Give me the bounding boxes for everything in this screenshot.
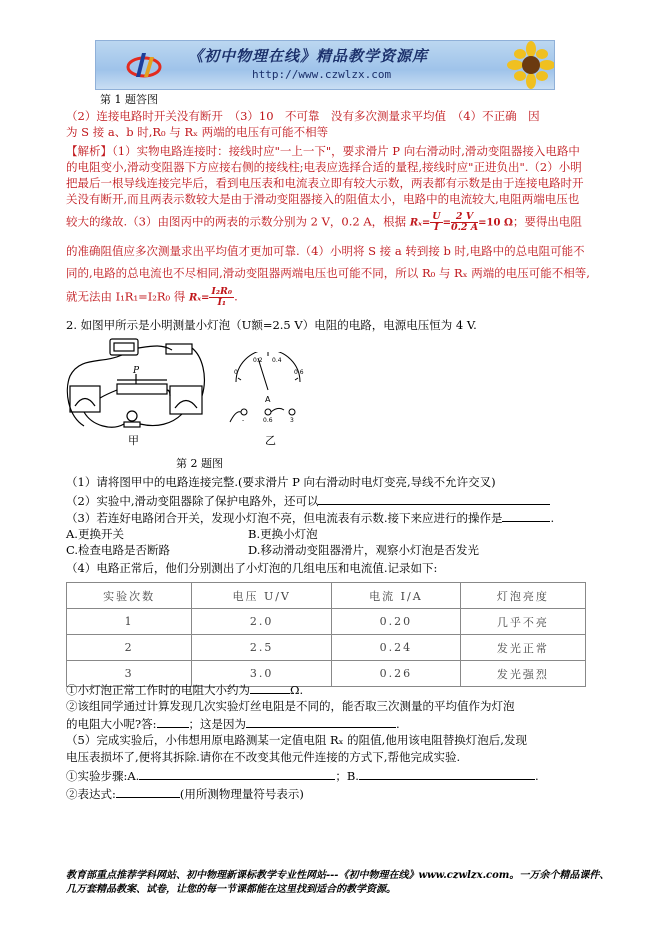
answer-blank-4-1[interactable] (250, 681, 290, 694)
q1-analysis-line-8: 就无法由 I₁R₁=I₂R₀ 得 Rₓ= $\frac{\text{I₂R₀}}{\text{I₁}}$ . (66, 286, 238, 308)
q5-expression-line: ②表达式: (用所测物理量符号表示) (66, 787, 304, 801)
table-cell: 发光正常 (460, 635, 585, 661)
q1-analysis-line-1: 【解析】（1）实物电路连接时：接线时应"一上一下"，要求滑片 P 向右滑动时,滑动变阻器接入电路中 (66, 144, 580, 158)
q1-analysis-line-6: 的准确阻值应多次测量求出平均值才更加可靠.（4）小明将 S 接 a 转到接 b 时,电路中的总电阻可能不 (66, 244, 585, 258)
banner-url: http://www.czwlzx.com (252, 68, 392, 81)
table-cell: 3.0 (192, 661, 332, 687)
q4-1: ①小灯泡正常工作时的电阻大小约为 Ω. (66, 683, 304, 697)
site-logo-icon (126, 47, 162, 83)
svg-text:0.6: 0.6 (294, 369, 304, 376)
table-header: 实验次数 (67, 583, 192, 609)
svg-text:0: 0 (234, 369, 238, 376)
svg-text:0.2: 0.2 (253, 357, 263, 364)
q1-answer-line-2: （2）连接电路时开关没有断开 （3）10 不可靠 没有多次测量求平均值 （4）不正确 因 (66, 109, 540, 123)
ammeter-diagram-yi (228, 352, 308, 424)
label-yi: 乙 (265, 434, 276, 447)
table-cell: 3 (67, 661, 192, 687)
footer-line-1: 教育部重点推荐学科网站、初中物理新课标教学专业性网站---《初中物理在线》www.czwlzx.com。一万余个精品课件、 (66, 870, 610, 881)
q1-analysis-line-3: 把最后一根导线连接完毕后，看到电压表和电流表立即有较大示数，两表都有示数是由于连接电路时开 (66, 176, 584, 190)
q1-fig-caption: 第 1 题答图 (100, 93, 158, 106)
q5-step-line: ①实验步骤:A. ；B. . (66, 769, 539, 783)
svg-text:0.4: 0.4 (272, 357, 282, 364)
q1-analysis-line-7: 同的,电路的总电流也不尽相同,滑动变阻器两端电压也可能不同，所以 R₀ 与 Rₓ 两端的电压可能不相等, (66, 266, 590, 280)
table-row (67, 609, 586, 635)
answer-blank-3[interactable] (502, 509, 550, 522)
table-cell: 0.24 (332, 635, 461, 661)
sunflower-icon (501, 41, 554, 89)
answer-blank-4-2b[interactable] (246, 715, 396, 728)
answer-blank-5-expr[interactable] (116, 785, 180, 798)
table-header: 电流 I/A (332, 583, 461, 609)
table-header: 电压 U/V (192, 583, 332, 609)
svg-text:A: A (265, 395, 271, 404)
q1-analysis-line-4: 关没有断开,而且两表示数较大是由于滑动变阻器接入的阻值太小，电路中的电流较大,电阻两端电压也 (66, 192, 580, 206)
q2-sub-1: （1）请将图甲中的电路连接完整.(要求滑片 P 向右滑动时电灯变亮,导线不允许交叉) (66, 475, 496, 489)
answer-blank-2[interactable] (318, 492, 550, 505)
table-cell: 2.0 (192, 609, 332, 635)
q2-stem: 2. 如图甲所示是小明测量小灯泡（U额=2.5 V）电阻的电路，电源电压恒为 4 V. (66, 318, 477, 332)
table-cell: 0.26 (332, 661, 461, 687)
footer-line-2: 几万套精品教案、试卷，让您的每一节课都能在这里找到适合的教学资源。 (66, 884, 396, 895)
q4-2-line-2: 的电阻大小呢?答: ；这是因为 . (66, 717, 400, 731)
q2-sub-3: （3）若连好电路闭合开关，发现小灯泡不亮，但电流表有示数.接下来应进行的操作是 . (66, 511, 555, 525)
answer-blank-4-2a[interactable] (157, 715, 189, 728)
answer-blank-5-b[interactable] (359, 767, 535, 780)
table-cell: 几乎不亮 (460, 609, 585, 635)
q4-2-line-1: ②该组同学通过计算发现几次实验灯丝电阻是不同的，能否取三次测量的平均值作为灯泡 (66, 699, 515, 713)
q1-analysis-line-2: 的电阻变小,滑动变阻器下方应接右侧的接线柱;电表应选择合适的量程,接线时应"正进负出".（2）小明 (66, 160, 582, 174)
header-banner (95, 40, 555, 90)
q1-answer-line-3: 为 S 接 a、b 时,R₀ 与 Rₓ 两端的电压有可能不相等 (66, 125, 329, 139)
svg-text:P: P (133, 366, 140, 376)
q2-sub-4: （4）电路正常后，他们分别测出了小灯泡的几组电压和电流值.记录如下: (66, 561, 438, 575)
q5-line-2: 电压表损坏了,便将其拆除.请你在不改变其他元件连接的方式下,帮他完成实验. (66, 750, 461, 764)
table-cell: 0.20 (332, 609, 461, 635)
circuit-diagram-jia (62, 336, 212, 441)
option-a: A.更换开关 (66, 527, 124, 541)
svg-text:3: 3 (290, 417, 294, 424)
table-header: 灯泡亮度 (460, 583, 585, 609)
table-row (67, 635, 586, 661)
svg-text:0.6: 0.6 (263, 417, 273, 424)
option-c: C.检查电路是否断路 (66, 543, 171, 557)
option-b: B.更换小灯泡 (248, 527, 318, 541)
table-cell: 2 (67, 635, 192, 661)
table-header-row (67, 583, 586, 609)
table-cell: 发光强烈 (460, 661, 585, 687)
data-table (66, 582, 586, 687)
q1-analysis-line-5: 较大的缘故.（3）由图丙中的两表的示数分别为 2 V，0.2 A，根据 Rₓ= $\frac{U}{I}$ = $\frac{2 V}{0.2 A}$ =10 Ω；要得出电阻 (66, 211, 582, 233)
svg-text:-: - (242, 417, 245, 424)
q5-line-1: （5）完成实验后，小伟想用原电路测某一定值电阻 Rₓ 的阻值,他用该电阻替换灯泡后,发现 (66, 733, 527, 747)
table-cell: 1 (67, 609, 192, 635)
table-cell: 2.5 (192, 635, 332, 661)
label-jia: 甲 (128, 434, 139, 447)
q2-sub-2: （2）实验中,滑动变阻器除了保护电路外，还可以 (66, 492, 550, 509)
option-d: D.移动滑动变阻器滑片，观察小灯泡是否发光 (248, 543, 479, 557)
q2-fig-caption: 第 2 题图 (176, 457, 223, 470)
banner-title: 《初中物理在线》精品教学资源库 (188, 47, 429, 65)
answer-blank-5-a[interactable] (139, 767, 335, 780)
